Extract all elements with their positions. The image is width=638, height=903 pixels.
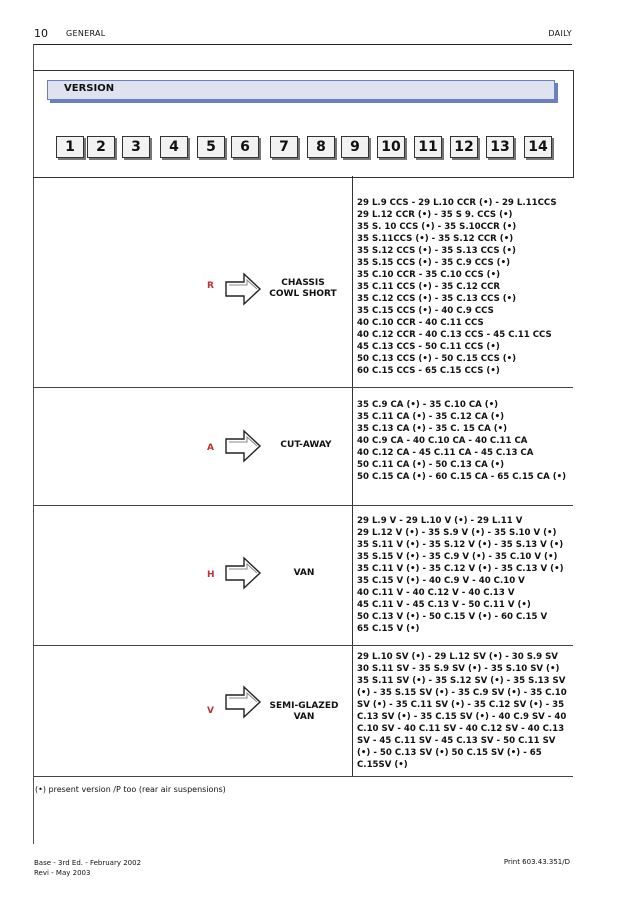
- column-number: 7: [270, 136, 298, 158]
- column-number: 12: [450, 136, 478, 158]
- column-number: 4: [160, 136, 188, 158]
- model-line: 50 C.15 CA (•) - 60 C.15 CA - 65 C.15 CA (•): [357, 472, 567, 482]
- model-line: 35 S.11CCS (•) - 35 S.12 CCR (•): [357, 234, 514, 244]
- version-code-a: A: [207, 443, 214, 453]
- column-number: 10: [377, 136, 405, 158]
- model-line: 35 S.15 CCS (•) - 35 C.9 CCS (•): [357, 258, 511, 268]
- model-line: 35 C.11 CA (•) - 35 C.12 CA (•): [357, 412, 505, 422]
- version-name-van: VAN: [293, 568, 315, 578]
- model-line: 35 S.11 V (•) - 35 S.12 V (•) - 35 S.13 V (•): [357, 540, 564, 550]
- model-line: 50 C.11 CA (•) - 50 C.13 CA (•): [357, 460, 505, 470]
- column-number: 14: [524, 136, 552, 158]
- model-line: 35 C.15 V (•) - 40 C.9 V - 40 C.10 V: [357, 576, 525, 586]
- model-line: 29 L.9 CCS - 29 L.10 CCR (•) - 29 L.11CCS: [357, 198, 557, 208]
- group-divider: [33, 776, 573, 777]
- model-line: 35 S.15 V (•) - 35 C.9 V (•) - 35 C.10 V (•): [357, 552, 558, 562]
- models-list-semi-glazed-van: [357, 651, 571, 771]
- column-number: 1: [56, 136, 84, 158]
- column-number: 2: [87, 136, 115, 158]
- group-divider: [33, 505, 573, 506]
- model-line: 35 C.11 CCS (•) - 35 C.12 CCR: [357, 282, 501, 292]
- model-line: 29 L.9 V - 29 L.10 V (•) - 29 L.11 V: [357, 516, 523, 526]
- model-line: 40 C.10 CCR - 40 C.11 CCS: [357, 318, 484, 328]
- arrow-right-icon: [224, 429, 262, 463]
- footer-print-code: Print 603.43.351/D: [503, 858, 570, 866]
- page-header: [34, 24, 572, 46]
- model-text: 29 L.10 SV (•) - 29 L.12 SV (•) - 30 S.9 SV 30 S.11 SV - 35 S.9 SV (•) - 35 S.10 SV (•) 35 S.11 SV (•) - 35 S.12 SV (•) - 35 S.13 SV (•) - 35 S.15 SV (•) - 35 C.9 SV (•) - 35 C.10 SV (•) - 35 C.11 SV (•) - 35 C.12 SV (•) - 35 C.13 SV (•) - 35 C.15 SV (•) - 40 C.9 SV - 40 C.10 SV - 40 C.11 SV - 40 C.12 SV - 40 C.13 SV - 45 C.11 SV - 45 C.13 SV - 50 C.11 SV (•) - 50 C.13 SV (•) 50 C.15 SV (•) - 65 C.15SV (•): [357, 652, 567, 770]
- model-line: 50 C.13 V (•) - 50 C.15 V (•) - 60 C.15 V: [357, 612, 548, 622]
- version-name-chassis: CHASSIS COWL SHORT: [269, 278, 337, 299]
- model-line: 65 C.15 V (•): [357, 624, 420, 634]
- column-number-row: [0, 136, 638, 158]
- column-number: 11: [414, 136, 442, 158]
- column-number: 13: [486, 136, 514, 158]
- footnote: (•) present version /P too (rear air suspensions): [35, 785, 226, 794]
- column-number: 6: [231, 136, 259, 158]
- model-line: 35 C.10 CCR - 35 C.10 CCS (•): [357, 270, 501, 280]
- models-list-chassis: [357, 197, 571, 377]
- model-line: 35 C.12 CCS (•) - 35 C.13 CCS (•): [357, 294, 517, 304]
- version-name-cutaway: CUT-AWAY: [280, 440, 332, 450]
- arrow-right-icon: [224, 685, 262, 719]
- product-name: DAILY: [548, 29, 572, 38]
- model-line: 35 C.9 CA (•) - 35 C.10 CA (•): [357, 400, 499, 410]
- column-number: 5: [197, 136, 225, 158]
- model-line: 35 S.12 CCS (•) - 35 S.13 CCS (•): [357, 246, 516, 256]
- version-code-h: H: [207, 570, 215, 580]
- arrow-right-icon: [224, 556, 262, 590]
- version-code-r: R: [207, 281, 214, 291]
- header-divider: [34, 44, 572, 45]
- model-line: 45 C.11 V - 45 C.13 V - 50 C.11 V (•): [357, 600, 531, 610]
- model-line: 60 C.15 CCS - 65 C.15 CCS (•): [357, 366, 500, 376]
- model-line: 35 C.13 CA (•) - 35 C. 15 CA (•): [357, 424, 508, 434]
- version-name-semi-glazed-van: SEMI-GLAZED VAN: [269, 701, 339, 722]
- version-label: VERSION: [64, 83, 115, 94]
- model-line: 40 C.9 CA - 40 C.10 CA - 40 C.11 CA: [357, 436, 528, 446]
- model-line: 29 L.12 CCR (•) - 35 S 9. CCS (•): [357, 210, 513, 220]
- column-number: 8: [307, 136, 335, 158]
- model-line: 35 C.11 V (•) - 35 C.12 V (•) - 35 C.13 V (•): [357, 564, 564, 574]
- page-number: 10: [34, 27, 48, 40]
- version-code-v: V: [207, 706, 214, 716]
- model-line: 40 C.11 V - 40 C.12 V - 40 C.13 V: [357, 588, 515, 598]
- model-line: 40 C.12 CCR - 40 C.13 CCS - 45 C.11 CCS: [357, 330, 552, 340]
- model-line: 45 C.13 CCS - 50 C.11 CCS (•): [357, 342, 500, 352]
- footer-edition: Base - 3rd Ed. - February 2002 Revi - May 2003: [34, 859, 142, 877]
- model-line: 29 L.12 V (•) - 35 S.9 V (•) - 35 S.10 V (•): [357, 528, 557, 538]
- arrow-right-icon: [224, 272, 262, 306]
- model-line: 40 C.12 CA - 45 C.11 CA - 45 C.13 CA: [357, 448, 534, 458]
- section-title: GENERAL: [66, 29, 106, 38]
- model-line: 35 C.15 CCS (•) - 40 C.9 CCS: [357, 306, 494, 316]
- model-line: 50 C.13 CCS (•) - 50 C.15 CCS (•): [357, 354, 517, 364]
- column-number: 9: [341, 136, 369, 158]
- group-divider: [33, 645, 573, 646]
- column-number: 3: [122, 136, 150, 158]
- group-divider: [33, 387, 573, 388]
- models-list-van: [357, 515, 571, 635]
- version-banner: [47, 80, 555, 100]
- model-line: 35 S. 10 CCS (•) - 35 S.10CCR (•): [357, 222, 517, 232]
- models-list-cutaway: [357, 399, 571, 483]
